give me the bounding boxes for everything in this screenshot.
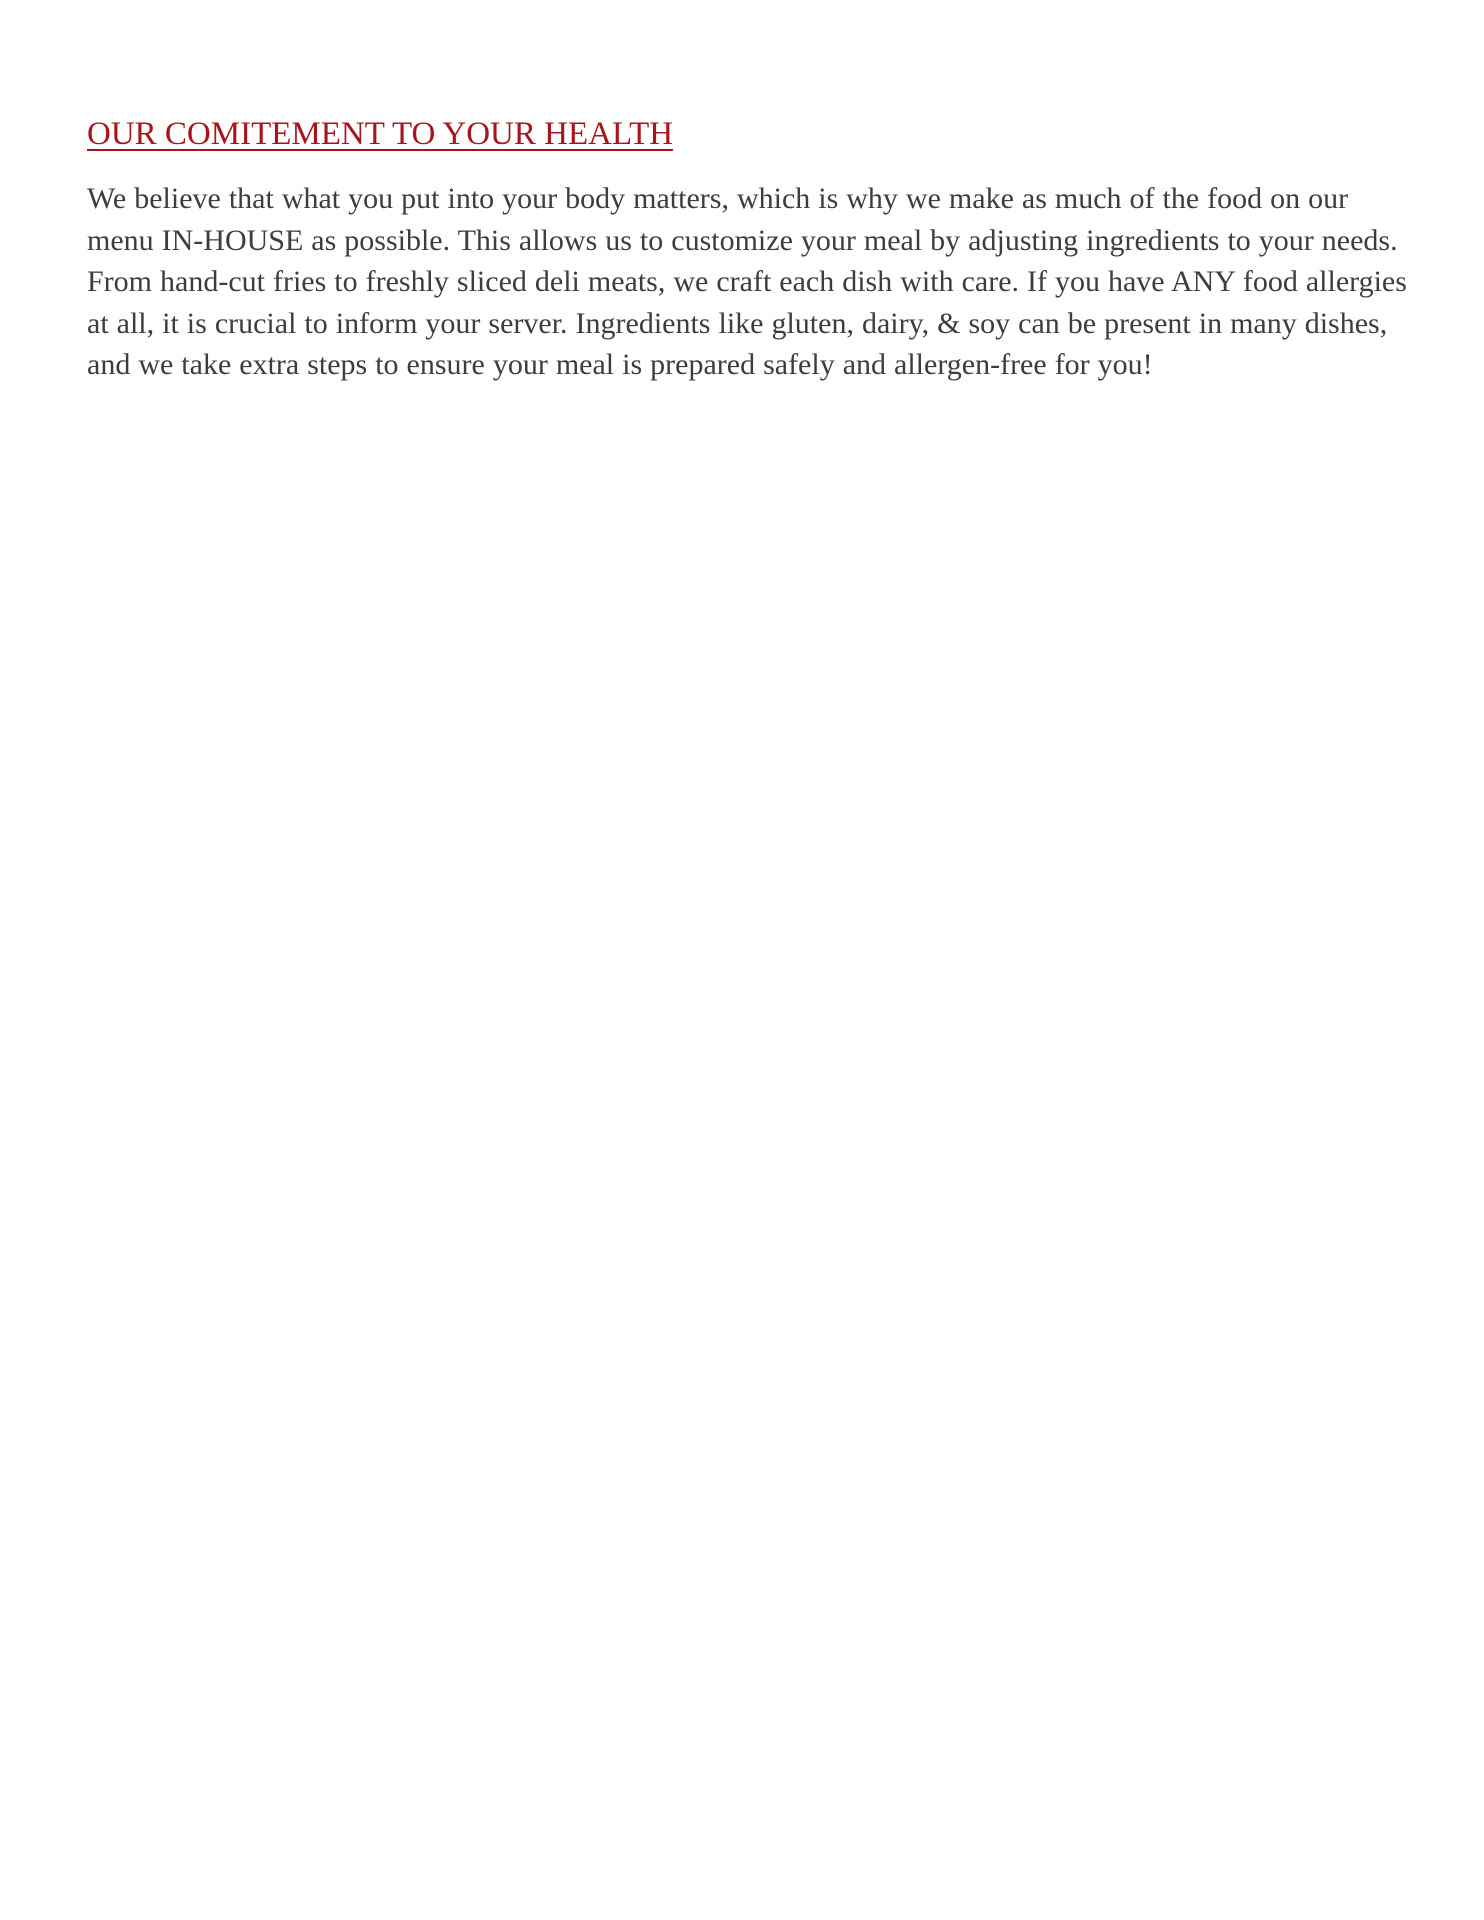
- body-paragraph: We believe that what you put into your body matters, which is why we make as much of the food on our menu IN-HOUSE as possible. This allows us to customize your meal by adjusting ingredients to your needs. From hand-cut fries to freshly sliced deli meats, we craft each dish with care. If you have ANY food allergies at all, it is crucial to inform your server. Ingredients like gluten, dairy, & soy can be present in many dishes, and we take extra steps to ensure your meal is prepared safely and allergen-free for you!: [87, 182, 1407, 382]
- document-page: [87, 112, 1407, 386]
- section-heading: OUR COMITEMENT TO YOUR HEALTH: [87, 116, 674, 152]
